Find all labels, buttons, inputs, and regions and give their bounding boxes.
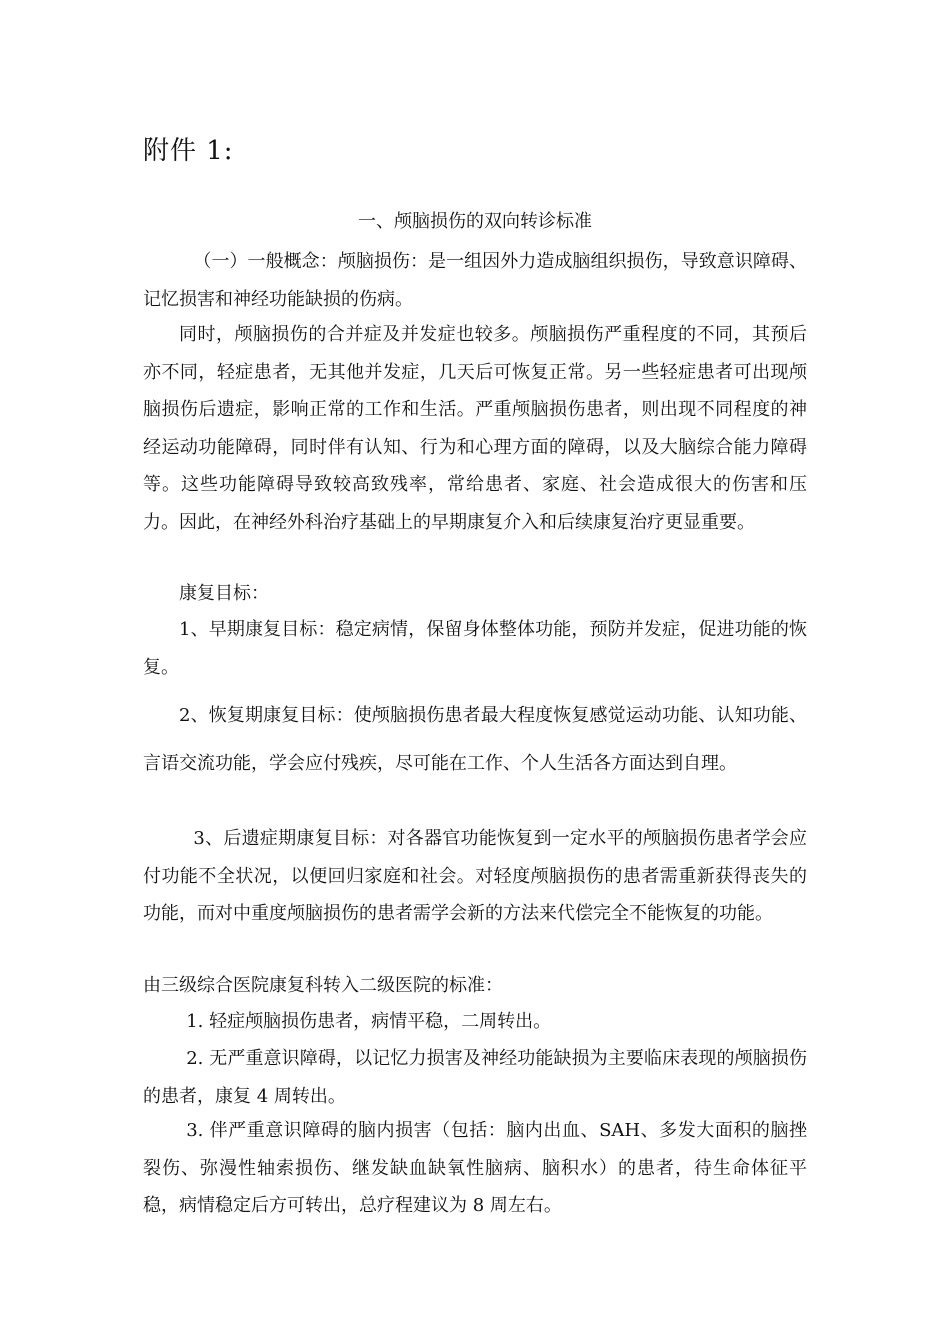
paragraph-general-concept: （一）一般概念：颅脑损伤：是一组因外力造成脑组织损伤，导致意识障碍、记忆损害和神经功能缺损的伤病。 <box>143 251 807 310</box>
paragraph-sequelae-goal: 3、后遗症期康复目标：对各器官功能恢复到一定水平的颅脑损伤患者学会应付功能不全状况，以便回归家庭和社会。对轻度颅脑损伤的患者需重新获得丧失的功能，而对中重度颅脑损伤的患者需学会新的方法来代偿完全不能恢复的功能。 <box>143 828 807 924</box>
paragraph-recovery-goal: 2、恢复期康复目标：使颅脑损伤患者最大程度恢复感觉运动功能、认知功能、言语交流功能，学会应付残疾，尽可能在工作、个人生活各方面达到自理。 <box>143 705 807 774</box>
paragraph-transfer-standard-heading: 由三级综合医院康复科转入二级医院的标准： <box>143 975 503 996</box>
paragraph-criterion-3: 3. 伴严重意识障碍的脑内损害（包括：脑内出血、SAH、多发大面积的脑挫裂伤、弥漫性轴索损伤、继发缺血缺氧性脑病、脑积水）的患者，待生命体征平稳，病情稳定后方可转出，总疗程建议为 8 周左右。 <box>143 1120 807 1216</box>
paragraph-complications: 同时，颅脑损伤的合并症及并发症也较多。颅脑损伤严重程度的不同，其预后亦不同，轻症患者，无其他并发症，几天后可恢复正常。另一些轻症患者可出现颅脑损伤后遗症，影响正常的工作和生活。严重颅脑损伤患者，则出现不同程度的神经运动功能障碍，同时伴有认知、行为和心理方面的障碍，以及大脑综合能力障碍等。这些功能障碍导致较高致残率，常给患者、家庭、社会造成很大的伤害和压力。因此，在神经外科治疗基础上的早期康复介入和后续康复治疗更显重要。 <box>143 324 807 533</box>
paragraph-criterion-1: 1. 轻症颅脑损伤患者，病情平稳，二周转出。 <box>186 1011 552 1032</box>
attachment-label: 附件 1: <box>143 136 234 166</box>
section-title: 一、颅脑损伤的双向转诊标准 <box>358 211 592 232</box>
paragraph-rehab-goals-heading: 康复目标： <box>179 583 269 604</box>
paragraph-early-goal: 1、早期康复目标：稳定病情，保留身体整体功能，预防并发症，促进功能的恢复。 <box>143 619 807 678</box>
paragraph-criterion-2: 2. 无严重意识障碍，以记忆力损害及神经功能缺损为主要临床表现的颅脑损伤的患者，康复 4 周转出。 <box>143 1048 807 1107</box>
